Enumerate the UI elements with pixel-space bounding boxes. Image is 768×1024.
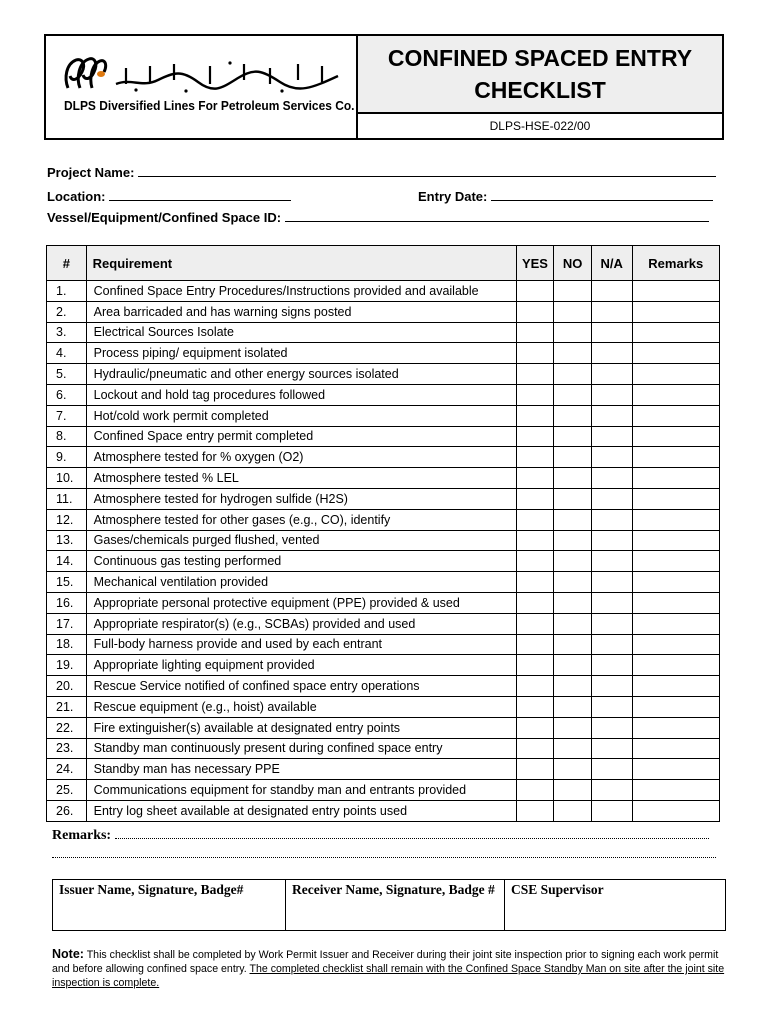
row-number: 13. [47, 530, 87, 551]
no-checkbox-cell[interactable] [554, 281, 592, 302]
na-checkbox-cell[interactable] [591, 572, 632, 593]
supervisor-label: CSE Supervisor [511, 882, 604, 897]
na-checkbox-cell[interactable] [591, 426, 632, 447]
note-underlined-text: The completed checklist shall remain with the Confined Space Standby Man on site after the joint site inspection is complete. [52, 963, 725, 989]
table-row [47, 800, 720, 821]
na-checkbox-cell[interactable] [591, 738, 632, 759]
no-checkbox-cell[interactable] [554, 800, 592, 821]
remarks-cell[interactable] [632, 676, 719, 697]
remarks-cell[interactable] [632, 530, 719, 551]
header-na: N/A [591, 246, 632, 281]
table-row [47, 613, 720, 634]
na-checkbox-cell[interactable] [591, 551, 632, 572]
remarks-cell[interactable] [632, 613, 719, 634]
na-checkbox-cell[interactable] [591, 655, 632, 676]
table-row [47, 426, 720, 447]
row-number: 4. [47, 343, 87, 364]
remarks-cell[interactable] [632, 343, 719, 364]
table-row [47, 717, 720, 738]
row-number: 10. [47, 468, 87, 489]
na-checkbox-cell[interactable] [591, 530, 632, 551]
row-requirement: Full-body harness provide and used by each entrant [86, 634, 516, 655]
yes-checkbox-cell[interactable] [516, 343, 554, 364]
na-checkbox-cell[interactable] [591, 696, 632, 717]
table-row [47, 696, 720, 717]
remarks-line-1[interactable] [115, 828, 709, 839]
table-row [47, 738, 720, 759]
remarks-cell[interactable] [632, 384, 719, 405]
remarks-line-2[interactable] [52, 856, 716, 858]
document-header [44, 34, 724, 140]
table-row [47, 780, 720, 801]
row-requirement: Confined Space entry permit completed [86, 426, 516, 447]
na-checkbox-cell[interactable] [591, 468, 632, 489]
row-number: 1. [47, 281, 87, 302]
company-logo-cell [46, 36, 358, 138]
table-row [47, 592, 720, 613]
no-checkbox-cell[interactable] [554, 301, 592, 322]
table-row [47, 447, 720, 468]
row-number: 20. [47, 676, 87, 697]
row-number: 8. [47, 426, 87, 447]
yes-checkbox-cell[interactable] [516, 509, 554, 530]
dlps-logo-icon [62, 54, 108, 94]
entry-date-field[interactable] [418, 188, 713, 204]
no-checkbox-cell[interactable] [554, 364, 592, 385]
row-requirement: Fire extinguisher(s) available at designated entry points [86, 717, 516, 738]
remarks-cell[interactable] [632, 364, 719, 385]
header-remarks: Remarks [632, 246, 719, 281]
na-checkbox-cell[interactable] [591, 301, 632, 322]
yes-checkbox-cell[interactable] [516, 447, 554, 468]
na-checkbox-cell[interactable] [591, 592, 632, 613]
row-requirement: Communications equipment for standby man and entrants provided [86, 780, 516, 801]
no-checkbox-cell[interactable] [554, 717, 592, 738]
table-row [47, 281, 720, 302]
na-checkbox-cell[interactable] [591, 364, 632, 385]
row-requirement: Standby man continuously present during confined space entry [86, 738, 516, 759]
arabic-calligraphy-icon [112, 58, 342, 96]
table-row [47, 572, 720, 593]
no-checkbox-cell[interactable] [554, 676, 592, 697]
na-checkbox-cell[interactable] [591, 343, 632, 364]
remarks-cell[interactable] [632, 301, 719, 322]
receiver-signature-cell[interactable] [286, 880, 505, 931]
project-name-label: Project Name: [47, 165, 135, 180]
checklist-table [46, 245, 720, 822]
row-requirement: Confined Space Entry Procedures/Instructions provided and available [86, 281, 516, 302]
row-number: 7. [47, 405, 87, 426]
row-requirement: Lockout and hold tag procedures followed [86, 384, 516, 405]
document-code: DLPS-HSE-022/00 [489, 119, 591, 133]
row-number: 6. [47, 384, 87, 405]
remarks-cell[interactable] [632, 592, 719, 613]
table-header-row [47, 246, 720, 281]
row-requirement: Atmosphere tested % LEL [86, 468, 516, 489]
yes-checkbox-cell[interactable] [516, 759, 554, 780]
row-requirement: Continuous gas testing performed [86, 551, 516, 572]
company-name-english [64, 98, 354, 113]
footer-note [52, 947, 732, 990]
remarks-cell[interactable] [632, 717, 719, 738]
header-yes: YES [516, 246, 554, 281]
table-row [47, 759, 720, 780]
remarks-section[interactable] [52, 828, 720, 844]
yes-checkbox-cell[interactable] [516, 676, 554, 697]
table-row [47, 509, 720, 530]
row-requirement: Atmosphere tested for % oxygen (O2) [86, 447, 516, 468]
na-checkbox-cell[interactable] [591, 613, 632, 634]
yes-checkbox-cell[interactable] [516, 717, 554, 738]
table-row [47, 343, 720, 364]
no-checkbox-cell[interactable] [554, 530, 592, 551]
remarks-cell[interactable] [632, 468, 719, 489]
row-number: 21. [47, 696, 87, 717]
na-checkbox-cell[interactable] [591, 384, 632, 405]
table-row [47, 551, 720, 572]
row-number: 26. [47, 800, 87, 821]
yes-checkbox-cell[interactable] [516, 738, 554, 759]
no-checkbox-cell[interactable] [554, 384, 592, 405]
remarks-cell[interactable] [632, 800, 719, 821]
table-row [47, 468, 720, 489]
row-requirement: Standby man has necessary PPE [86, 759, 516, 780]
table-row [47, 488, 720, 509]
company-full-name: Diversified Lines For Petroleum Services Co. [99, 98, 355, 113]
header-num: # [47, 246, 87, 281]
row-number: 19. [47, 655, 87, 676]
na-checkbox-cell[interactable] [591, 717, 632, 738]
row-number: 18. [47, 634, 87, 655]
note-text: This checklist shall be completed by Work Permit Issuer and Receiver during their joint site inspection prior to signing each work permit and before allowing confined space entry. [52, 949, 719, 975]
location-line[interactable] [109, 188, 291, 201]
row-number: 17. [47, 613, 87, 634]
na-checkbox-cell[interactable] [591, 780, 632, 801]
space-id-line[interactable] [285, 209, 709, 222]
no-checkbox-cell[interactable] [554, 780, 592, 801]
company-name-arabic [112, 58, 342, 96]
yes-checkbox-cell[interactable] [516, 655, 554, 676]
table-row [47, 634, 720, 655]
remarks-cell[interactable] [632, 551, 719, 572]
no-checkbox-cell[interactable] [554, 655, 592, 676]
header-no: NO [554, 246, 592, 281]
space-id-field[interactable] [47, 209, 709, 225]
yes-checkbox-cell[interactable] [516, 364, 554, 385]
remarks-cell[interactable] [632, 281, 719, 302]
row-number: 24. [47, 759, 87, 780]
na-checkbox-cell[interactable] [591, 634, 632, 655]
row-number: 9. [47, 447, 87, 468]
remarks-cell[interactable] [632, 322, 719, 343]
yes-checkbox-cell[interactable] [516, 426, 554, 447]
row-requirement: Appropriate respirator(s) (e.g., SCBAs) provided and used [86, 613, 516, 634]
no-checkbox-cell[interactable] [554, 343, 592, 364]
row-requirement: Mechanical ventilation provided [86, 572, 516, 593]
entry-date-label: Entry Date: [418, 189, 488, 204]
row-requirement: Electrical Sources Isolate [86, 322, 516, 343]
remarks-cell[interactable] [632, 405, 719, 426]
yes-checkbox-cell[interactable] [516, 696, 554, 717]
yes-checkbox-cell[interactable] [516, 301, 554, 322]
receiver-label: Receiver Name, Signature, Badge # [292, 882, 495, 897]
yes-checkbox-cell[interactable] [516, 384, 554, 405]
signature-table [52, 879, 726, 931]
row-number: 16. [47, 592, 87, 613]
row-number: 14. [47, 551, 87, 572]
no-checkbox-cell[interactable] [554, 447, 592, 468]
row-requirement: Appropriate personal protective equipment (PPE) provided & used [86, 592, 516, 613]
note-label: Note: [52, 947, 84, 961]
no-checkbox-cell[interactable] [554, 322, 592, 343]
row-number: 3. [47, 322, 87, 343]
location-label: Location: [47, 189, 106, 204]
table-row [47, 655, 720, 676]
issuer-label: Issuer Name, Signature, Badge# [59, 882, 244, 897]
no-checkbox-cell[interactable] [554, 426, 592, 447]
row-requirement: Atmosphere tested for other gases (e.g., CO), identify [86, 509, 516, 530]
company-short-name: DLPS [64, 98, 96, 113]
row-requirement: Hot/cold work permit completed [86, 405, 516, 426]
table-row [47, 364, 720, 385]
project-name-line[interactable] [138, 164, 716, 177]
table-row [47, 384, 720, 405]
entry-date-line[interactable] [491, 188, 713, 201]
na-checkbox-cell[interactable] [591, 488, 632, 509]
yes-checkbox-cell[interactable] [516, 592, 554, 613]
row-number: 22. [47, 717, 87, 738]
row-number: 12. [47, 509, 87, 530]
location-field[interactable] [47, 188, 291, 204]
no-checkbox-cell[interactable] [554, 613, 592, 634]
yes-checkbox-cell[interactable] [516, 405, 554, 426]
row-number: 15. [47, 572, 87, 593]
header-requirement: Requirement [86, 246, 516, 281]
supervisor-signature-cell[interactable] [505, 880, 726, 931]
no-checkbox-cell[interactable] [554, 634, 592, 655]
document-title-cell [358, 36, 722, 114]
remarks-cell[interactable] [632, 509, 719, 530]
na-checkbox-cell[interactable] [591, 405, 632, 426]
yes-checkbox-cell[interactable] [516, 468, 554, 489]
remarks-cell[interactable] [632, 426, 719, 447]
table-row [47, 676, 720, 697]
no-checkbox-cell[interactable] [554, 405, 592, 426]
remarks-cell[interactable] [632, 759, 719, 780]
remarks-cell[interactable] [632, 655, 719, 676]
yes-checkbox-cell[interactable] [516, 281, 554, 302]
project-name-field[interactable] [47, 164, 716, 180]
no-checkbox-cell[interactable] [554, 488, 592, 509]
remarks-cell[interactable] [632, 572, 719, 593]
remarks-cell[interactable] [632, 488, 719, 509]
yes-checkbox-cell[interactable] [516, 488, 554, 509]
remarks-cell[interactable] [632, 447, 719, 468]
row-number: 25. [47, 780, 87, 801]
yes-checkbox-cell[interactable] [516, 613, 554, 634]
yes-checkbox-cell[interactable] [516, 530, 554, 551]
table-row [47, 322, 720, 343]
row-number: 11. [47, 488, 87, 509]
na-checkbox-cell[interactable] [591, 322, 632, 343]
no-checkbox-cell[interactable] [554, 738, 592, 759]
row-requirement: Gases/chemicals purged flushed, vented [86, 530, 516, 551]
no-checkbox-cell[interactable] [554, 468, 592, 489]
row-requirement: Atmosphere tested for hydrogen sulfide (H2S) [86, 488, 516, 509]
no-checkbox-cell[interactable] [554, 509, 592, 530]
na-checkbox-cell[interactable] [591, 759, 632, 780]
no-checkbox-cell[interactable] [554, 572, 592, 593]
remarks-label: Remarks: [52, 828, 112, 843]
row-number: 5. [47, 364, 87, 385]
na-checkbox-cell[interactable] [591, 281, 632, 302]
table-row [47, 301, 720, 322]
table-row [47, 405, 720, 426]
no-checkbox-cell[interactable] [554, 592, 592, 613]
space-id-label: Vessel/Equipment/Confined Space ID: [47, 210, 282, 225]
yes-checkbox-cell[interactable] [516, 800, 554, 821]
yes-checkbox-cell[interactable] [516, 551, 554, 572]
na-checkbox-cell[interactable] [591, 509, 632, 530]
row-requirement: Appropriate lighting equipment provided [86, 655, 516, 676]
row-requirement: Entry log sheet available at designated entry points used [86, 800, 516, 821]
no-checkbox-cell[interactable] [554, 551, 592, 572]
no-checkbox-cell[interactable] [554, 759, 592, 780]
remarks-cell[interactable] [632, 634, 719, 655]
row-requirement: Rescue Service notified of confined space entry operations [86, 676, 516, 697]
remarks-cell[interactable] [632, 696, 719, 717]
na-checkbox-cell[interactable] [591, 447, 632, 468]
yes-checkbox-cell[interactable] [516, 572, 554, 593]
row-requirement: Area barricaded and has warning signs posted [86, 301, 516, 322]
row-requirement: Rescue equipment (e.g., hoist) available [86, 696, 516, 717]
remarks-cell[interactable] [632, 780, 719, 801]
table-row [47, 530, 720, 551]
remarks-cell[interactable] [632, 738, 719, 759]
yes-checkbox-cell[interactable] [516, 780, 554, 801]
na-checkbox-cell[interactable] [591, 676, 632, 697]
row-requirement: Hydraulic/pneumatic and other energy sources isolated [86, 364, 516, 385]
row-requirement: Process piping/ equipment isolated [86, 343, 516, 364]
row-number: 2. [47, 301, 87, 322]
row-number: 23. [47, 738, 87, 759]
yes-checkbox-cell[interactable] [516, 634, 554, 655]
no-checkbox-cell[interactable] [554, 696, 592, 717]
na-checkbox-cell[interactable] [591, 800, 632, 821]
yes-checkbox-cell[interactable] [516, 322, 554, 343]
page-title: CONFINED SPACED ENTRY CHECKLIST [387, 45, 693, 103]
issuer-signature-cell[interactable] [53, 880, 286, 931]
